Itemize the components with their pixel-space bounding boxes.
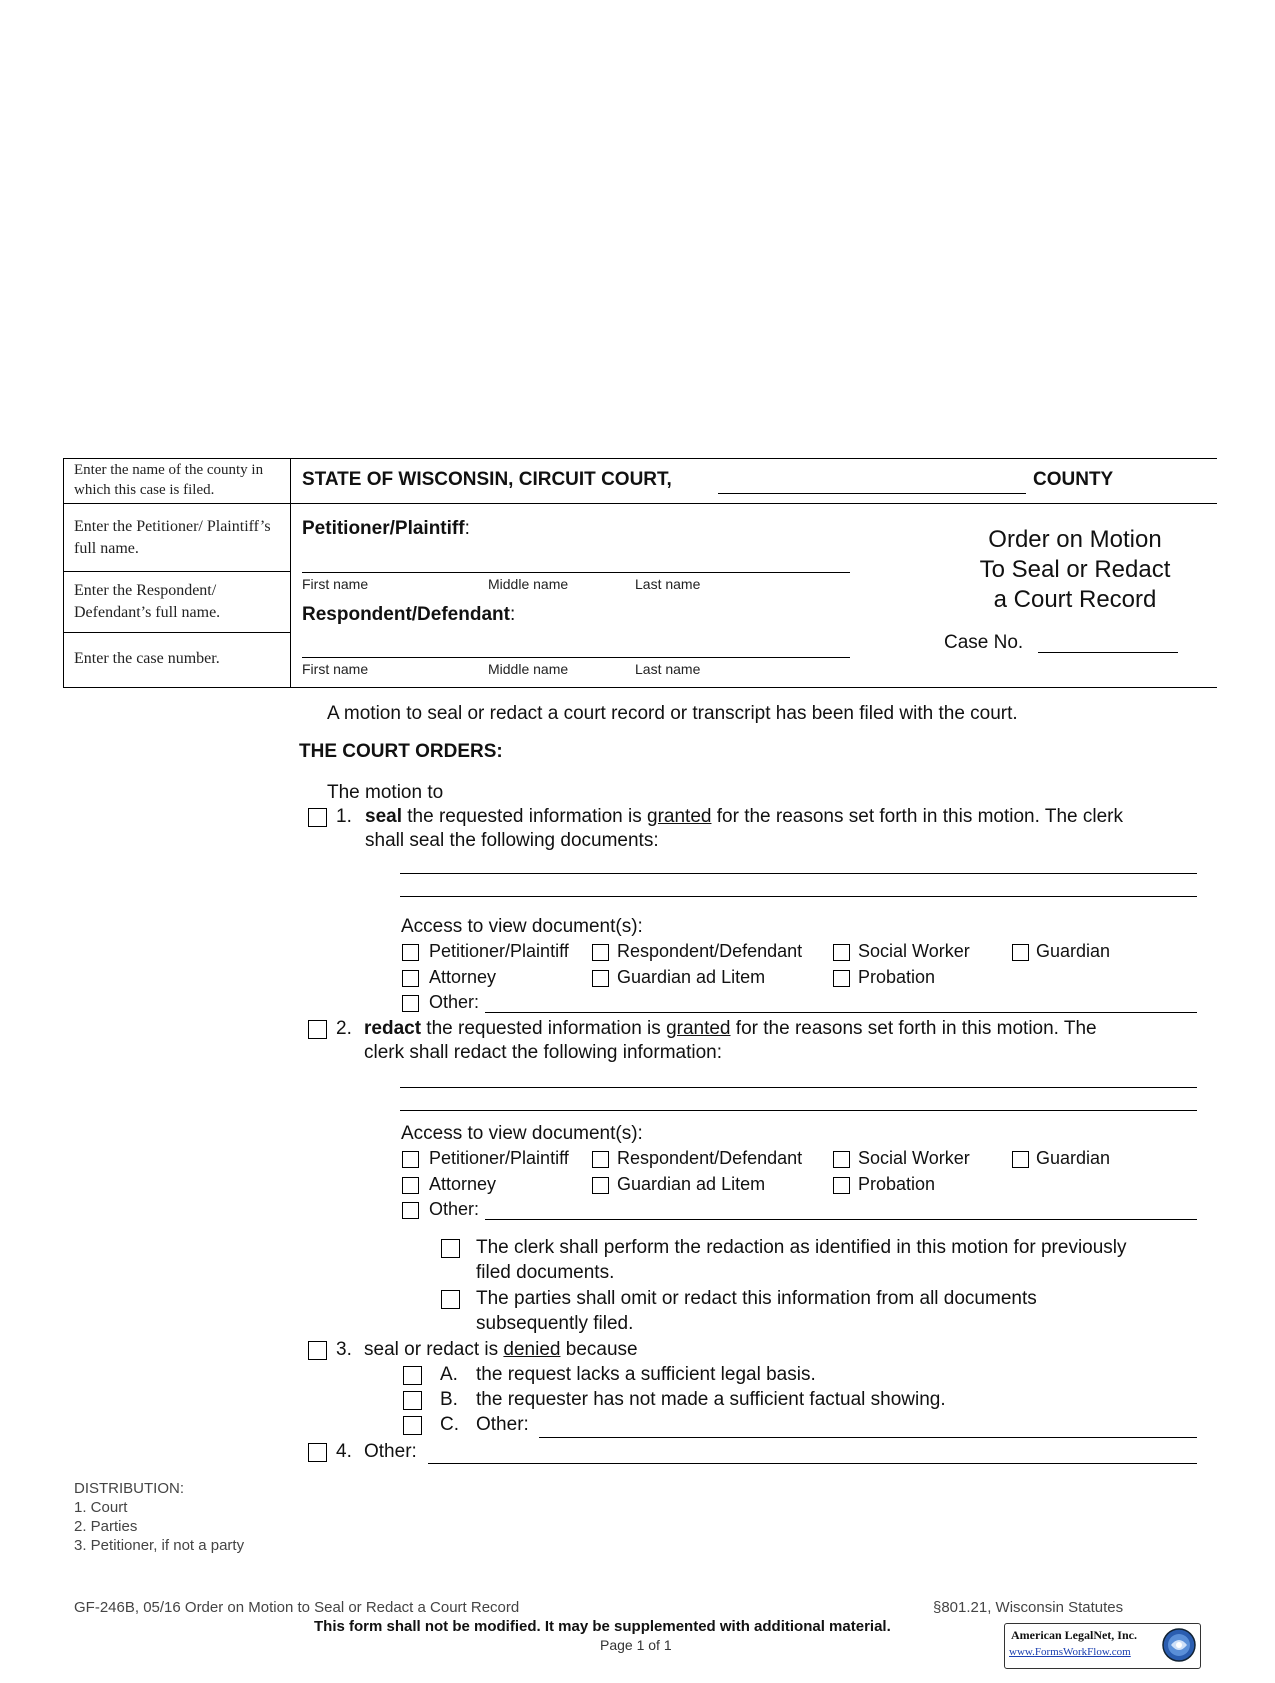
item-3a-text: the request lacks a sufficient legal basis. bbox=[476, 1364, 816, 1385]
access-1-respondent-label: Respondent/Defendant bbox=[617, 941, 803, 961]
clerk-redaction-checkbox[interactable] bbox=[441, 1239, 460, 1258]
county-label: COUNTY bbox=[1033, 469, 1114, 490]
item-1-text bbox=[365, 806, 1123, 828]
item-2-information-line-1[interactable] bbox=[400, 1087, 1197, 1088]
access-2-gal-label: Guardian ad Litem bbox=[617, 1174, 766, 1194]
item-2-text bbox=[364, 1018, 1097, 1040]
sidebar-rule-3 bbox=[63, 632, 290, 633]
globe-icon bbox=[1161, 1627, 1197, 1663]
county-hint: Enter the name of the county in which this case is filed. bbox=[74, 462, 264, 498]
access-2-other-label: Other: bbox=[429, 1199, 480, 1219]
intro-text: A motion to seal or redact a court record or transcript has been filed with the court. bbox=[327, 703, 1018, 724]
access-1-other-checkbox[interactable] bbox=[402, 995, 419, 1012]
item-2-granted: granted bbox=[666, 1018, 731, 1039]
petitioner-label: Petitioner/Plaintiff bbox=[302, 518, 465, 539]
item-4-label: Other: bbox=[364, 1441, 417, 1462]
item-1-granted: granted bbox=[647, 806, 712, 827]
form-title-line-1: Order on Motion bbox=[988, 526, 1162, 553]
item-3c-letter: C. bbox=[440, 1414, 459, 1435]
case-hint: Enter the case number. bbox=[74, 650, 220, 667]
petitioner-middle-name-caption: Middle name bbox=[488, 576, 569, 592]
item-1-seal-word: seal bbox=[365, 806, 402, 827]
item-4-checkbox[interactable] bbox=[308, 1443, 327, 1462]
petitioner-name-field[interactable] bbox=[302, 572, 850, 573]
item-3-checkbox[interactable] bbox=[308, 1341, 327, 1360]
distribution-item-court: 1. Court bbox=[74, 1499, 128, 1516]
item-2-line-2: clerk shall redact the following information: bbox=[364, 1042, 723, 1063]
access-2-probation-checkbox[interactable] bbox=[833, 1177, 850, 1194]
header-column-divider bbox=[290, 458, 291, 687]
access-2-social-worker-label: Social Worker bbox=[858, 1148, 970, 1168]
county-field[interactable] bbox=[718, 493, 1026, 494]
access-1-guardian-label: Guardian bbox=[1036, 941, 1111, 961]
clerk-redaction-line-2: filed documents. bbox=[476, 1262, 615, 1283]
respondent-label-row bbox=[302, 604, 515, 626]
item-1-text-b: for the reasons set forth in this motion. The clerk bbox=[711, 806, 1123, 827]
access-2-attorney-label: Attorney bbox=[429, 1174, 497, 1194]
item-3a-checkbox[interactable] bbox=[403, 1366, 422, 1385]
access-1-gal-label: Guardian ad Litem bbox=[617, 967, 766, 987]
item-3-text-b: because bbox=[560, 1339, 638, 1360]
parties-redaction-line-1: The parties shall omit or redact this information from all documents bbox=[476, 1288, 1037, 1309]
header-top-rule bbox=[63, 458, 1217, 459]
petitioner-label-row bbox=[302, 518, 470, 540]
respondent-middle-name-caption: Middle name bbox=[488, 661, 569, 677]
access-1-social-worker-checkbox[interactable] bbox=[833, 944, 850, 961]
access-1-attorney-label: Attorney bbox=[429, 967, 497, 987]
access-1-probation-checkbox[interactable] bbox=[833, 970, 850, 987]
access-2-probation-label: Probation bbox=[858, 1174, 936, 1194]
access-1-gal-checkbox[interactable] bbox=[592, 970, 609, 987]
modification-notice: This form shall not be modified. It may be supplemented with additional material. bbox=[314, 1618, 891, 1635]
page-number: Page 1 of 1 bbox=[600, 1637, 672, 1653]
respondent-last-name-caption: Last name bbox=[635, 661, 701, 677]
access-2-other-field[interactable] bbox=[485, 1219, 1197, 1220]
item-4-number: 4. bbox=[336, 1441, 352, 1462]
item-3b-text: the requester has not made a sufficient factual showing. bbox=[476, 1389, 946, 1410]
item-3c-other-field[interactable] bbox=[539, 1437, 1197, 1438]
access-2-guardian-label: Guardian bbox=[1036, 1148, 1111, 1168]
item-2-number: 2. bbox=[336, 1018, 352, 1039]
respondent-name-field[interactable] bbox=[302, 657, 850, 658]
item-3c-label: Other: bbox=[476, 1414, 529, 1435]
access-2-petitioner-label: Petitioner/Plaintiff bbox=[429, 1148, 569, 1168]
item-1-documents-line-1[interactable] bbox=[400, 873, 1197, 874]
orders-heading: THE COURT ORDERS: bbox=[299, 741, 503, 762]
header-left-border bbox=[63, 458, 64, 687]
access-2-other-checkbox[interactable] bbox=[402, 1202, 419, 1219]
form-title bbox=[930, 525, 1220, 615]
item-2-information-line-2[interactable] bbox=[400, 1110, 1197, 1111]
case-no-label: Case No. bbox=[944, 632, 1024, 653]
access-2-social-worker-checkbox[interactable] bbox=[833, 1151, 850, 1168]
respondent-hint: Enter the Respondent/ Defendant’s full name. bbox=[74, 582, 221, 621]
american-legalnet-badge[interactable] bbox=[1004, 1623, 1201, 1669]
item-1-number: 1. bbox=[336, 806, 352, 827]
case-no-field[interactable] bbox=[1038, 652, 1178, 653]
access-1-probation-label: Probation bbox=[858, 967, 936, 987]
item-3c-checkbox[interactable] bbox=[403, 1416, 422, 1435]
statute-reference: §801.21, Wisconsin Statutes bbox=[933, 1599, 1124, 1616]
petitioner-hint: Enter the Petitioner/ Plaintiff’s full name. bbox=[74, 518, 271, 557]
access-1-other-label: Other: bbox=[429, 992, 480, 1012]
petitioner-last-name-caption: Last name bbox=[635, 576, 701, 592]
clerk-redaction-line-1: The clerk shall perform the redaction as identified in this motion for previously bbox=[476, 1237, 1127, 1258]
form-title-line-2: To Seal or Redact bbox=[979, 556, 1171, 583]
access-label-1: Access to view document(s): bbox=[401, 916, 643, 937]
access-2-guardian-checkbox[interactable] bbox=[1012, 1151, 1029, 1168]
access-2-attorney-checkbox[interactable] bbox=[402, 1177, 419, 1194]
access-2-respondent-label: Respondent/Defendant bbox=[617, 1148, 803, 1168]
item-3b-letter: B. bbox=[440, 1389, 458, 1410]
item-4-other-field[interactable] bbox=[428, 1463, 1197, 1464]
access-label-2: Access to view document(s): bbox=[401, 1123, 643, 1144]
distribution-block bbox=[74, 1479, 244, 1555]
header-bottom-rule bbox=[63, 687, 1217, 688]
item-2-text-b: for the reasons set forth in this motion. The bbox=[730, 1018, 1097, 1039]
item-3-text-a: seal or redact is bbox=[364, 1339, 504, 1360]
item-3-denied: denied bbox=[503, 1339, 561, 1360]
parties-redaction-line-2: subsequently filed. bbox=[476, 1313, 634, 1334]
access-1-social-worker-label: Social Worker bbox=[858, 941, 970, 961]
item-1-line-2: shall seal the following documents: bbox=[365, 830, 659, 851]
court-title: STATE OF WISCONSIN, CIRCUIT COURT, bbox=[302, 469, 672, 490]
item-3-text bbox=[364, 1339, 638, 1361]
item-3-number: 3. bbox=[336, 1339, 352, 1360]
respondent-colon: : bbox=[509, 604, 516, 625]
access-1-guardian-checkbox[interactable] bbox=[1012, 944, 1029, 961]
respondent-first-name-caption: First name bbox=[302, 661, 369, 677]
item-2-checkbox[interactable] bbox=[308, 1020, 327, 1039]
access-2-respondent-checkbox[interactable] bbox=[592, 1151, 609, 1168]
respondent-label: Respondent/Defendant bbox=[302, 604, 510, 625]
item-2-redact-word: redact bbox=[364, 1018, 422, 1039]
motion-to-text: The motion to bbox=[327, 782, 444, 803]
access-2-gal-checkbox[interactable] bbox=[592, 1177, 609, 1194]
distribution-item-petitioner: 3. Petitioner, if not a party bbox=[74, 1537, 245, 1554]
sidebar-rule-1 bbox=[63, 503, 290, 504]
distribution-item-parties: 2. Parties bbox=[74, 1518, 138, 1535]
access-1-petitioner-checkbox[interactable] bbox=[402, 944, 419, 961]
badge-company-name: American LegalNet, Inc. bbox=[1011, 1628, 1137, 1642]
item-1-text-a: the requested information is bbox=[401, 806, 648, 827]
access-1-respondent-checkbox[interactable] bbox=[592, 944, 609, 961]
access-1-petitioner-label: Petitioner/Plaintiff bbox=[429, 941, 569, 961]
badge-url-link[interactable]: www.FormsWorkFlow.com bbox=[1009, 1646, 1131, 1658]
access-1-attorney-checkbox[interactable] bbox=[402, 970, 419, 987]
access-2-petitioner-checkbox[interactable] bbox=[402, 1151, 419, 1168]
form-title-line-3: a Court Record bbox=[993, 586, 1157, 613]
sidebar-rule-2 bbox=[63, 571, 290, 572]
header-mid-rule bbox=[290, 503, 1217, 504]
item-1-checkbox[interactable] bbox=[308, 808, 327, 827]
form-id: GF-246B, 05/16 Order on Motion to Seal or Redact a Court Record bbox=[74, 1599, 520, 1616]
item-3a-letter: A. bbox=[440, 1364, 458, 1385]
distribution-heading: DISTRIBUTION: bbox=[74, 1480, 185, 1497]
access-1-other-field[interactable] bbox=[485, 1012, 1197, 1013]
item-2-text-a: the requested information is bbox=[421, 1018, 667, 1039]
parties-redaction-checkbox[interactable] bbox=[441, 1290, 460, 1309]
petitioner-colon: : bbox=[464, 518, 470, 539]
item-3b-checkbox[interactable] bbox=[403, 1391, 422, 1410]
petitioner-first-name-caption: First name bbox=[302, 576, 369, 592]
item-1-documents-line-2[interactable] bbox=[400, 896, 1197, 897]
